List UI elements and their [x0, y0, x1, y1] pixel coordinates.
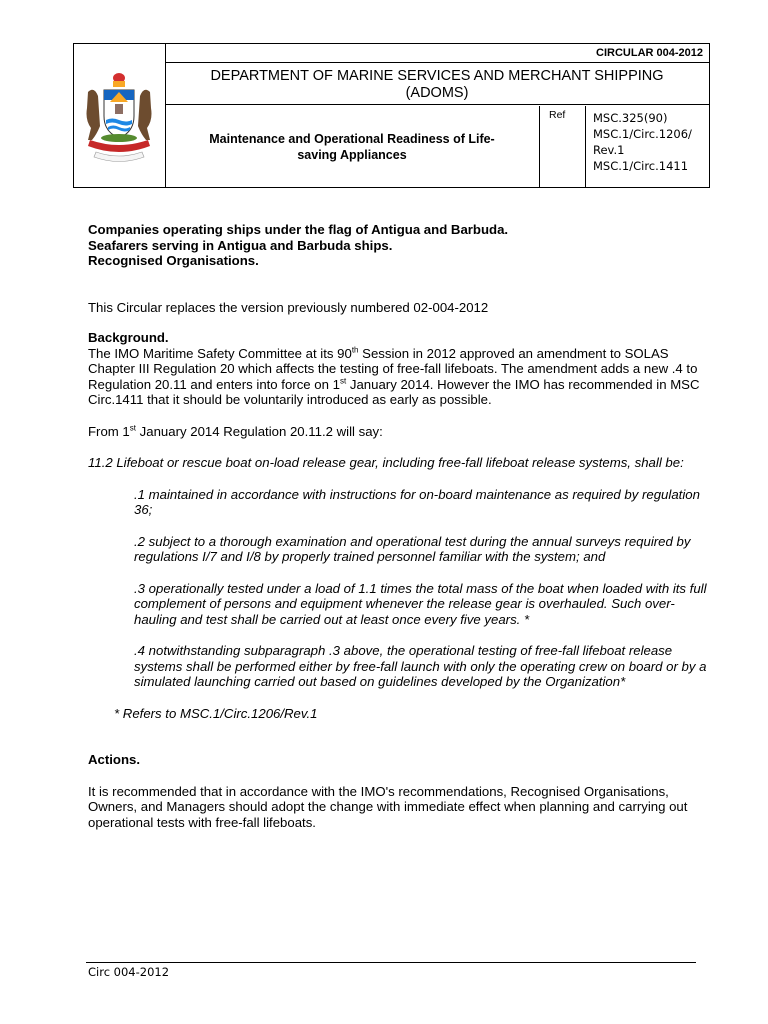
- background-paragraph: The IMO Maritime Safety Committee at its 90th Session in 2012 approved an amendment to SOLAS Chapter III Regulation 20 which affects the testing of free-fall lifeboats. The amendment adds a new .4 to Regulation 20.11 and enters into force on 1st January 2014. However the IMO has recommended in MSC Circ.1411 that it should be voluntarily introduced as early as possible.: [88, 345, 700, 407]
- reference-item: MSC.1/Circ.1411: [593, 159, 689, 173]
- replaces-note: This Circular replaces the version previously numbered 02-004-2012: [88, 299, 489, 315]
- circular-title: Maintenance and Operational Readiness of Life- saving Appliances: [165, 106, 540, 187]
- regulation-item: .2 subject to a thorough examination and operational test during the annual surveys required by regulations I/7 and I/8 by properly trained personnel familiar with the system; and: [134, 533, 691, 564]
- actions-paragraph: It is recommended that in accordance with the IMO's recommendations, Recognised Organisations, Owners, and Managers should adopt the change with immediate effect when planning and carrying out operational tests with free-fall lifeboats.: [88, 783, 688, 830]
- addressee-line: Recognised Organisations.: [88, 253, 259, 268]
- footer-divider: [86, 962, 696, 963]
- reference-item: Rev.1: [593, 143, 625, 157]
- addressees: [88, 222, 708, 269]
- circular-number: CIRCULAR 004-2012: [165, 44, 709, 63]
- ref-label: Ref: [541, 106, 586, 187]
- regulation-intro-line: From 1st January 2014 Regulation 20.11.2 will say:: [88, 423, 383, 439]
- coat-of-arms-emblem: [82, 72, 156, 162]
- regulation-item: .4 notwithstanding subparagraph .3 above, the operational testing of free-fall lifeboat release systems shall be performed either by free-fall launch with only the operating crew on board or by a simulated launching carried out based on guidelines developed by the Organization*: [134, 643, 707, 689]
- crest-cell: [74, 44, 166, 187]
- regulation-item: .3 operationally tested under a load of 1.1 times the total mass of the boat when loaded with its full complement of persons and equipment whenever the release gear is overhauled. Such over-hauling and test shall be carried out at least once every five years. *: [134, 580, 707, 627]
- regulation-item: .1 maintained in accordance with instructions for on-board maintenance as required by regulation 36;: [134, 486, 700, 517]
- reference-list: [587, 106, 709, 187]
- background-heading: Background.: [88, 330, 169, 345]
- header-table: [73, 43, 710, 188]
- actions-heading: Actions.: [88, 752, 141, 767]
- addressee-line: Seafarers serving in Antigua and Barbuda ships.: [88, 237, 393, 253]
- reference-item: MSC.325(90): [593, 111, 668, 125]
- document-body: [88, 222, 708, 830]
- reference-item: MSC.1/Circ.1206/: [593, 127, 692, 141]
- regulation-text: 11.2 Lifeboat or rescue boat on-load release gear, including free-fall lifeboat release systems, shall be:: [88, 455, 684, 470]
- footer-circular-number: Circ 004-2012: [88, 965, 170, 979]
- addressee-line: Companies operating ships under the flag of Antigua and Barbuda.: [88, 222, 509, 237]
- department-name: DEPARTMENT OF MARINE SERVICES AND MERCHANT SHIPPING (ADOMS): [165, 63, 709, 105]
- footnote: * Refers to MSC.1/Circ.1206/Rev.1: [114, 705, 318, 721]
